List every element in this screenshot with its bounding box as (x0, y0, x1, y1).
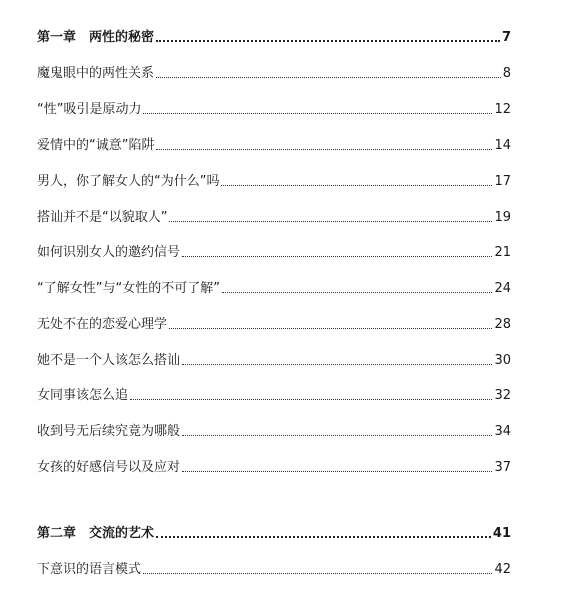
dot-leader (156, 149, 492, 150)
entry-title: 无处不在的恋爱心理学 (37, 317, 168, 332)
page-number: 41 (492, 526, 511, 541)
page-number: 12 (494, 102, 511, 117)
page-number: 37 (494, 460, 511, 475)
toc-entry[interactable] (37, 239, 511, 261)
entry-title: 收到号无后续究竟为哪般 (37, 424, 181, 439)
entry-title: 搭讪并不是“以貌取人” (37, 210, 168, 225)
dot-leader (169, 221, 492, 222)
dot-leader (169, 328, 492, 329)
dot-leader (156, 536, 491, 538)
entry-title: 女孩的好感信号以及应对 (37, 460, 181, 475)
dot-leader (221, 185, 492, 186)
entry-title: 她不是一个人该怎么搭讪 (37, 353, 181, 368)
dot-leader (182, 471, 492, 472)
toc-entry[interactable] (37, 96, 511, 118)
dot-leader (182, 435, 492, 436)
toc-entry[interactable] (37, 132, 511, 154)
page-number: 21 (494, 245, 511, 260)
page-number: 24 (494, 281, 511, 296)
toc-entry[interactable] (37, 311, 511, 333)
dot-leader (182, 256, 492, 257)
page-number: 7 (501, 30, 511, 45)
page-number: 30 (494, 353, 511, 368)
entry-title: 魔鬼眼中的两性关系 (37, 66, 155, 81)
dot-leader (182, 364, 492, 365)
dot-leader (156, 40, 500, 42)
entry-title: 女同事该怎么追 (37, 388, 129, 403)
chapter-title: 第二章 交流的艺术 (37, 526, 155, 541)
page-number: 14 (494, 138, 511, 153)
chapter-title: 第一章 两性的秘密 (37, 30, 155, 45)
toc-chapter-1[interactable] (37, 24, 511, 46)
toc-entry[interactable] (37, 204, 511, 226)
toc-entry[interactable] (37, 60, 511, 82)
page-number: 8 (502, 66, 511, 81)
toc-entry[interactable] (37, 275, 511, 297)
toc-chapter-2[interactable] (37, 520, 511, 542)
toc-entry[interactable] (37, 418, 511, 440)
dot-leader (156, 77, 501, 78)
page-number: 42 (494, 562, 511, 577)
page-number: 32 (494, 388, 511, 403)
dot-leader (143, 573, 492, 574)
entry-title: “了解女性”与“女性的不可了解” (37, 281, 220, 296)
page-number: 17 (494, 174, 511, 189)
entry-title: 爱情中的“诚意”陷阱 (37, 138, 155, 153)
dot-leader (130, 399, 492, 400)
toc-entry[interactable] (37, 382, 511, 404)
dot-leader (222, 292, 493, 293)
toc-entry[interactable] (37, 454, 511, 476)
page-number: 34 (494, 424, 511, 439)
entry-title: “性”吸引是原动力 (37, 102, 142, 117)
toc-entry[interactable] (37, 556, 511, 578)
entry-title: 下意识的语言模式 (37, 562, 142, 577)
page-number: 19 (494, 210, 511, 225)
page-number: 28 (494, 317, 511, 332)
dot-leader (143, 113, 492, 114)
toc-entry[interactable] (37, 347, 511, 369)
toc-entry[interactable] (37, 168, 511, 190)
entry-title: 如何识别女人的邀约信号 (37, 245, 181, 260)
entry-title: 男人，你了解女人的“为什么”吗 (37, 174, 220, 189)
